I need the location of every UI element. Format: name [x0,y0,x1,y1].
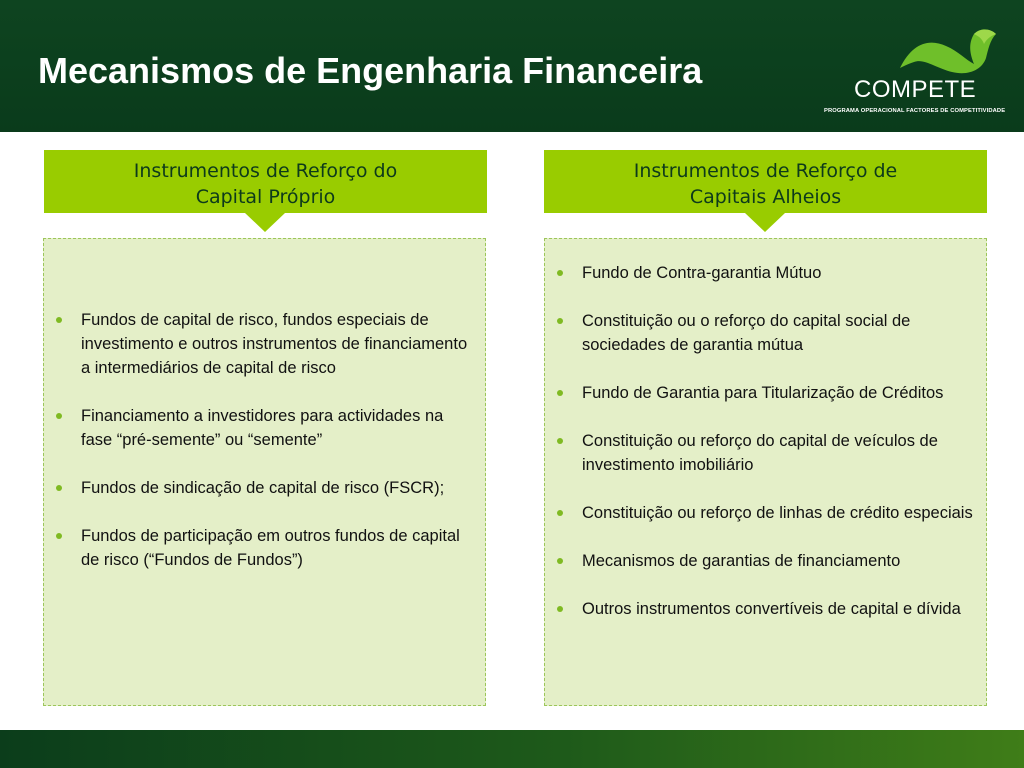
list-item [545,309,986,357]
list-item [545,549,986,573]
list-item [44,308,485,380]
bullet-icon [56,413,62,419]
list-item-text: Mecanismos de garantias de financiamento [582,552,901,570]
header-bar [0,0,1024,132]
bullet-icon [557,318,563,324]
bullet-icon [56,317,62,323]
bullet-list-right [545,261,986,645]
list-item-text: Outros instrumentos convertíveis de capital e dívida [582,600,961,618]
list-item-text: Fundo de Contra-garantia Mútuo [582,264,822,282]
panel-capital-proprio [43,238,486,706]
list-item-text: Financiamento a investidores para actividades na fase “pré-semente” ou “semente” [81,407,444,449]
bullet-icon [557,390,563,396]
bullet-icon [557,270,563,276]
tab-capital-proprio [44,150,487,232]
tab-left-heading: Instrumentos de Reforço do Capital Próprio [133,160,398,208]
list-item-text: Fundos de sindicação de capital de risco (FSCR); [81,479,445,497]
tab-capitais-alheios [544,150,987,232]
bullet-icon [557,438,563,444]
leaf-logo-icon [894,24,998,84]
list-item [44,476,485,500]
bullet-icon [56,533,62,539]
list-item-text: Constituição ou reforço do capital de veículos de investimento imobiliário [582,432,938,474]
list-item-text: Constituição ou o reforço do capital social de sociedades de garantia mútua [582,312,911,354]
bullet-icon [557,606,563,612]
bullet-list-left [44,308,485,596]
bullet-icon [557,558,563,564]
list-item [545,261,986,285]
list-item [44,404,485,452]
panel-capitais-alheios [544,238,987,706]
bullet-icon [557,510,563,516]
list-item [44,524,485,572]
list-item-text: Fundos de capital de risco, fundos especiais de investimento e outros instrumentos de financiamento a intermediários de capital de risco [81,311,468,377]
list-item-text: Fundos de participação em outros fundos de capital de risco (“Fundos de Fundos”) [81,527,460,569]
list-item-text: Constituição ou reforço de linhas de crédito especiais [582,504,973,522]
list-item-text: Fundo de Garantia para Titularização de Créditos [582,384,944,402]
bullet-icon [56,485,62,491]
footer-bar [0,730,1024,768]
tab-right-heading: Instrumentos de Reforço de Capitais Alheios [633,160,898,208]
logo-wordmark: COMPETE [854,76,977,103]
list-item [545,381,986,405]
compete-logo [822,22,1006,122]
slide-title: Mecanismos de Engenharia Financeira [38,50,703,91]
list-item [545,501,986,525]
list-item [545,429,986,477]
list-item [545,597,986,621]
logo-subtitle: PROGRAMA OPERACIONAL FACTORES DE COMPETITIVIDADE [824,108,1006,114]
